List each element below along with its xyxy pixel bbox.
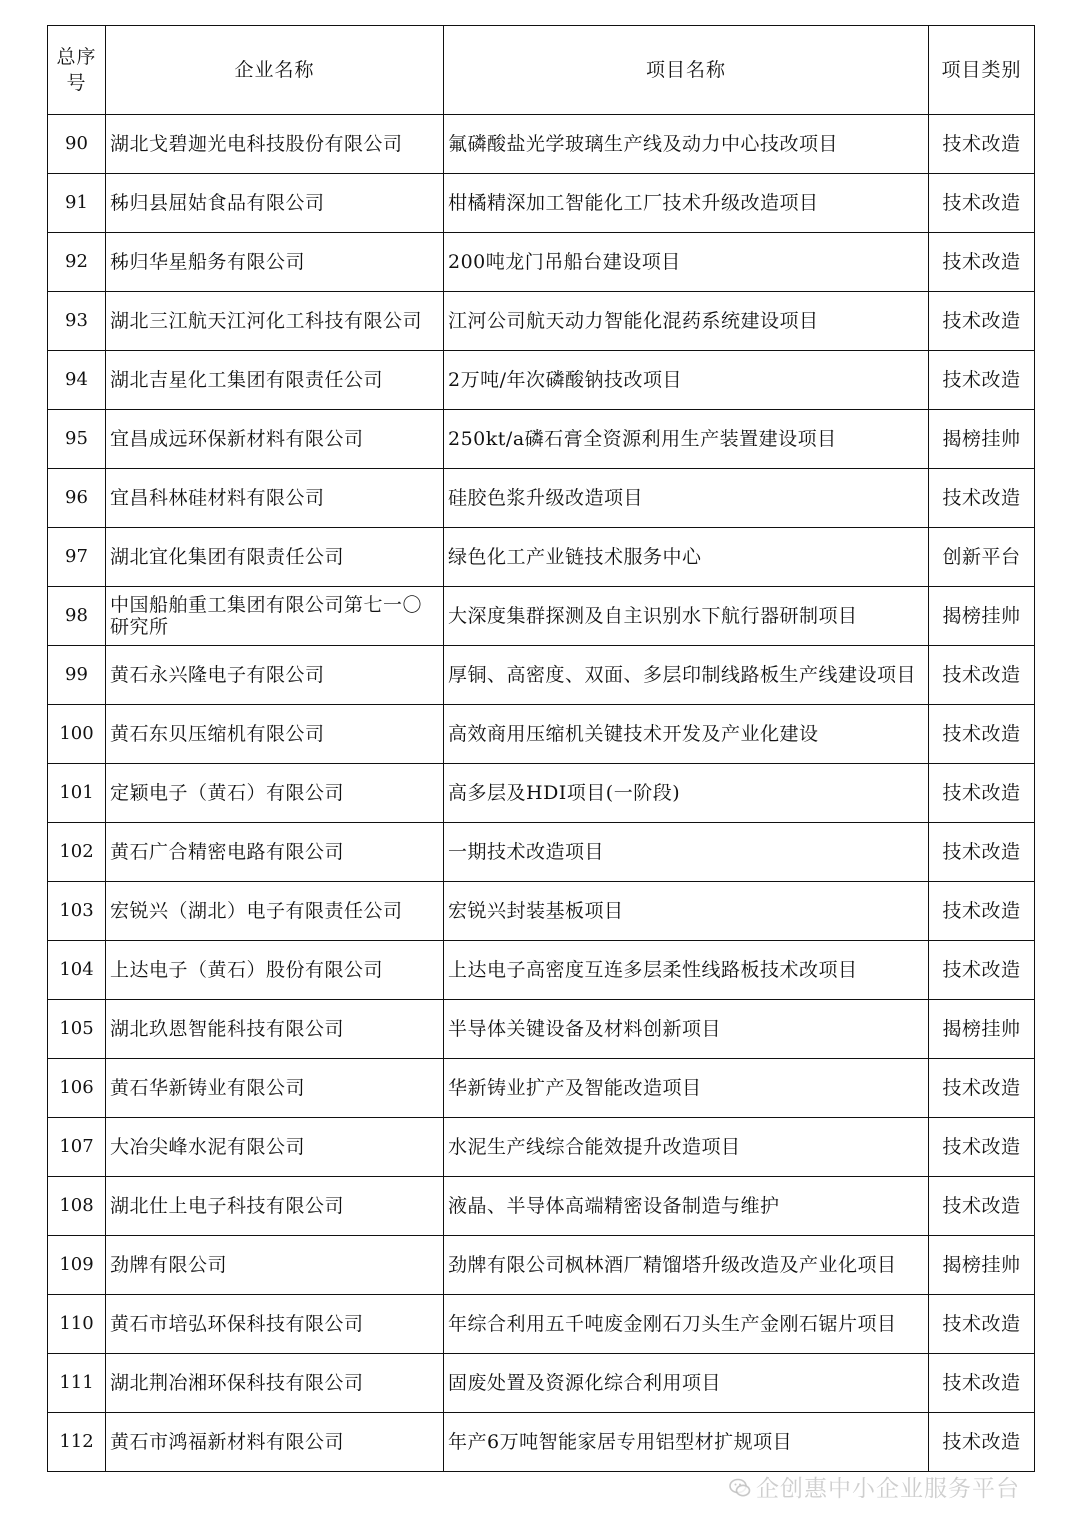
- row-serial-number: 103: [48, 882, 106, 941]
- row-project-name: 2万吨/年次磷酸钠技改项目: [444, 351, 929, 410]
- row-serial-number: 95: [48, 410, 106, 469]
- row-project-name: 半导体关键设备及材料创新项目: [444, 1000, 929, 1059]
- row-project-name: 上达电子高密度互连多层柔性线路板技术改项目: [444, 941, 929, 1000]
- row-project-category: 技术改造: [929, 1177, 1035, 1236]
- row-serial-number: 109: [48, 1236, 106, 1295]
- row-project-category: 揭榜挂帅: [929, 1000, 1035, 1059]
- table-row: [48, 646, 1035, 705]
- row-project-category: 技术改造: [929, 1413, 1035, 1472]
- row-serial-number: 106: [48, 1059, 106, 1118]
- row-serial-number: 100: [48, 705, 106, 764]
- row-serial-number: 102: [48, 823, 106, 882]
- wechat-icon: [728, 1476, 752, 1500]
- row-project-category: 创新平台: [929, 528, 1035, 587]
- row-project-category: 技术改造: [929, 823, 1035, 882]
- row-enterprise-name: 湖北荆冶湘环保科技有限公司: [106, 1354, 444, 1413]
- row-project-name: 大深度集群探测及自主识别水下航行器研制项目: [444, 587, 929, 646]
- table-row: [48, 1059, 1035, 1118]
- row-enterprise-name: 黄石东贝压缩机有限公司: [106, 705, 444, 764]
- row-enterprise-name: 中国船舶重工集团有限公司第七一〇研究所: [106, 587, 444, 646]
- table-row: [48, 1177, 1035, 1236]
- row-serial-number: 104: [48, 941, 106, 1000]
- row-project-name: 江河公司航天动力智能化混药系统建设项目: [444, 292, 929, 351]
- watermark-text: 企创惠中小企业服务平台: [756, 1476, 1020, 1502]
- table-row: [48, 764, 1035, 823]
- row-project-name: 液晶、半导体高端精密设备制造与维护: [444, 1177, 929, 1236]
- row-project-category: 技术改造: [929, 941, 1035, 1000]
- row-project-name: 250kt/a磷石膏全资源利用生产装置建设项目: [444, 410, 929, 469]
- row-project-name: 一期技术改造项目: [444, 823, 929, 882]
- row-project-category: 揭榜挂帅: [929, 587, 1035, 646]
- row-project-name: 劲牌有限公司枫林酒厂精馏塔升级改造及产业化项目: [444, 1236, 929, 1295]
- row-enterprise-name: 劲牌有限公司: [106, 1236, 444, 1295]
- row-enterprise-name: 湖北玖恩智能科技有限公司: [106, 1000, 444, 1059]
- table-row: [48, 174, 1035, 233]
- table-row: [48, 587, 1035, 646]
- table-row: [48, 115, 1035, 174]
- row-project-name: 宏锐兴封装基板项目: [444, 882, 929, 941]
- row-project-category: 技术改造: [929, 174, 1035, 233]
- table-row: [48, 941, 1035, 1000]
- row-enterprise-name: 宜昌科林硅材料有限公司: [106, 469, 444, 528]
- row-project-name: 柑橘精深加工智能化工厂技术升级改造项目: [444, 174, 929, 233]
- row-serial-number: 108: [48, 1177, 106, 1236]
- row-enterprise-name: 定颖电子（黄石）有限公司: [106, 764, 444, 823]
- table-row: [48, 351, 1035, 410]
- table-row: [48, 469, 1035, 528]
- row-project-name: 年产6万吨智能家居专用铝型材扩规项目: [444, 1413, 929, 1472]
- row-enterprise-name: 黄石华新铸业有限公司: [106, 1059, 444, 1118]
- table-row: [48, 1000, 1035, 1059]
- row-enterprise-name: 秭归华星船务有限公司: [106, 233, 444, 292]
- table-row: [48, 1295, 1035, 1354]
- row-project-name: 高效商用压缩机关键技术开发及产业化建设: [444, 705, 929, 764]
- project-list-table-container: [47, 25, 1035, 1472]
- row-project-category: 揭榜挂帅: [929, 410, 1035, 469]
- row-project-category: 揭榜挂帅: [929, 1236, 1035, 1295]
- row-project-category: 技术改造: [929, 764, 1035, 823]
- row-enterprise-name: 湖北仕上电子科技有限公司: [106, 1177, 444, 1236]
- row-enterprise-name: 黄石市鸿福新材料有限公司: [106, 1413, 444, 1472]
- row-project-category: 技术改造: [929, 351, 1035, 410]
- row-serial-number: 110: [48, 1295, 106, 1354]
- row-project-category: 技术改造: [929, 1354, 1035, 1413]
- row-project-name: 氟磷酸盐光学玻璃生产线及动力中心技改项目: [444, 115, 929, 174]
- row-serial-number: 107: [48, 1118, 106, 1177]
- watermark: [728, 1470, 1020, 1503]
- row-project-name: 200吨龙门吊船台建设项目: [444, 233, 929, 292]
- row-project-category: 技术改造: [929, 469, 1035, 528]
- row-project-category: 技术改造: [929, 233, 1035, 292]
- row-enterprise-name: 黄石市培弘环保科技有限公司: [106, 1295, 444, 1354]
- row-serial-number: 90: [48, 115, 106, 174]
- row-serial-number: 92: [48, 233, 106, 292]
- row-serial-number: 97: [48, 528, 106, 587]
- table-body: [48, 115, 1035, 1472]
- row-enterprise-name: 黄石永兴隆电子有限公司: [106, 646, 444, 705]
- row-enterprise-name: 大冶尖峰水泥有限公司: [106, 1118, 444, 1177]
- table-header-row: [48, 26, 1035, 115]
- row-serial-number: 112: [48, 1413, 106, 1472]
- row-project-name: 年综合利用五千吨废金刚石刀头生产金刚石锯片项目: [444, 1295, 929, 1354]
- row-enterprise-name: 湖北戈碧迦光电科技股份有限公司: [106, 115, 444, 174]
- table-row: [48, 1354, 1035, 1413]
- row-project-category: 技术改造: [929, 1118, 1035, 1177]
- row-serial-number: 91: [48, 174, 106, 233]
- header-enterprise-name: 企业名称: [106, 26, 444, 115]
- table-row: [48, 705, 1035, 764]
- row-enterprise-name: 黄石广合精密电路有限公司: [106, 823, 444, 882]
- row-project-name: 水泥生产线综合能效提升改造项目: [444, 1118, 929, 1177]
- row-project-name: 硅胶色浆升级改造项目: [444, 469, 929, 528]
- row-enterprise-name: 湖北吉星化工集团有限责任公司: [106, 351, 444, 410]
- row-serial-number: 111: [48, 1354, 106, 1413]
- row-project-name: 高多层及HDI项目(一阶段): [444, 764, 929, 823]
- row-project-category: 技术改造: [929, 1295, 1035, 1354]
- table-row: [48, 233, 1035, 292]
- header-serial-number: 总序号: [48, 26, 106, 115]
- table-row: [48, 1118, 1035, 1177]
- row-project-name: 绿色化工产业链技术服务中心: [444, 528, 929, 587]
- table-row: [48, 882, 1035, 941]
- row-enterprise-name: 湖北三江航天江河化工科技有限公司: [106, 292, 444, 351]
- table-row: [48, 1413, 1035, 1472]
- row-project-name: 华新铸业扩产及智能改造项目: [444, 1059, 929, 1118]
- row-enterprise-name: 宏锐兴（湖北）电子有限责任公司: [106, 882, 444, 941]
- row-project-category: 技术改造: [929, 292, 1035, 351]
- row-project-category: 技术改造: [929, 1059, 1035, 1118]
- table-row: [48, 528, 1035, 587]
- row-project-name: 固废处置及资源化综合利用项目: [444, 1354, 929, 1413]
- row-serial-number: 98: [48, 587, 106, 646]
- header-project-name: 项目名称: [444, 26, 929, 115]
- row-serial-number: 99: [48, 646, 106, 705]
- row-serial-number: 105: [48, 1000, 106, 1059]
- row-serial-number: 94: [48, 351, 106, 410]
- row-enterprise-name: 秭归县屈姑食品有限公司: [106, 174, 444, 233]
- row-serial-number: 96: [48, 469, 106, 528]
- row-serial-number: 93: [48, 292, 106, 351]
- table-row: [48, 823, 1035, 882]
- row-project-category: 技术改造: [929, 705, 1035, 764]
- row-project-category: 技术改造: [929, 646, 1035, 705]
- row-serial-number: 101: [48, 764, 106, 823]
- project-list-table: [47, 25, 1035, 1472]
- table-row: [48, 410, 1035, 469]
- table-row: [48, 292, 1035, 351]
- header-project-category: 项目类别: [929, 26, 1035, 115]
- row-project-name: 厚铜、高密度、双面、多层印制线路板生产线建设项目: [444, 646, 929, 705]
- row-project-category: 技术改造: [929, 115, 1035, 174]
- row-enterprise-name: 湖北宜化集团有限责任公司: [106, 528, 444, 587]
- row-project-category: 技术改造: [929, 882, 1035, 941]
- table-row: [48, 1236, 1035, 1295]
- row-enterprise-name: 宜昌成远环保新材料有限公司: [106, 410, 444, 469]
- row-enterprise-name: 上达电子（黄石）股份有限公司: [106, 941, 444, 1000]
